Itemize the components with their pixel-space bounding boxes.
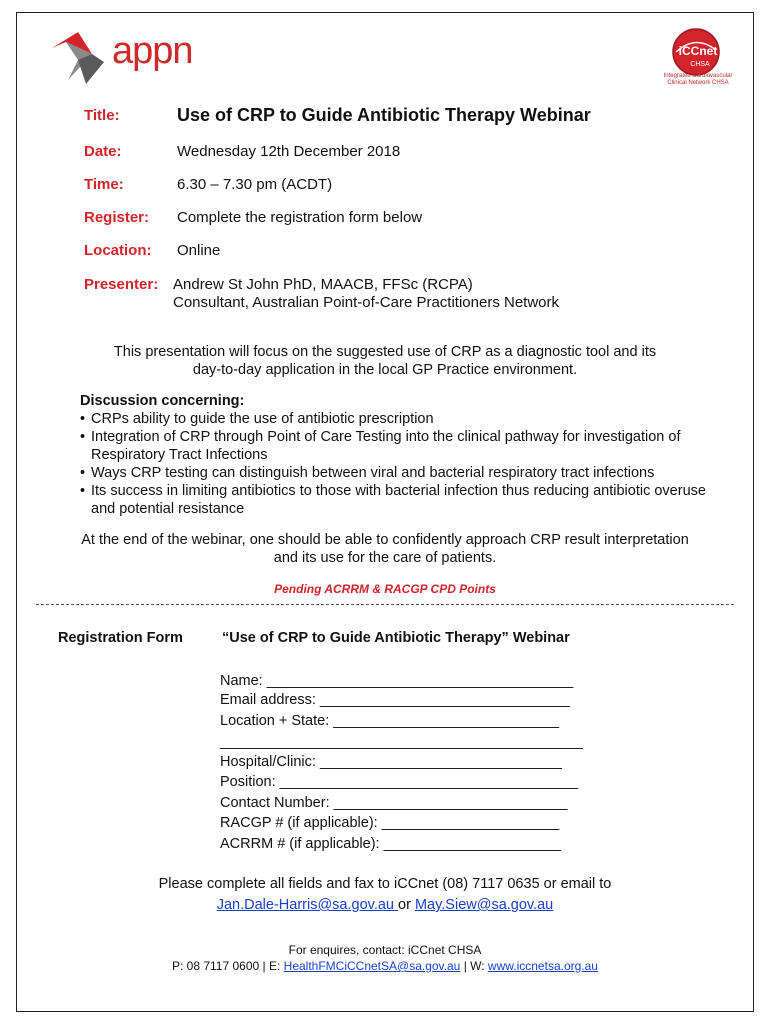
intro-paragraph [40,343,730,379]
discussion-heading: Discussion concerning: [80,393,245,409]
position-field[interactable]: Position: _____________________________________ [220,774,579,790]
closing-emails [0,895,770,916]
registration-form-heading: Registration Form [58,630,183,646]
iccnet-caption-line1: Integrated Cardiovascular [663,73,733,79]
footer-contact-line [0,958,770,974]
list-item: • Integration of CRP through Point of Care Testing into the clinical pathway for investigation of Respiratory Tract Infections [80,428,720,464]
presenter-role: Consultant, Australian Point-of-Care Practitioners Network [173,294,560,311]
discussion-section [80,392,720,518]
closing-instructions [0,874,770,916]
outcome-paragraph [40,531,730,567]
acrrm-number-field[interactable]: ACRRM # (if applicable): ______________________ [220,836,561,852]
time-label: Time: [84,176,124,193]
footer-web-prefix: | W: [460,959,488,973]
racgp-number-field[interactable]: RACGP # (if applicable): ______________________ [220,815,560,831]
time-value: 6.30 – 7.30 pm (ACDT) [177,176,333,193]
email-link-may[interactable]: May.Siew@sa.gov.au [414,897,554,913]
pending-cpd-points: Pending ACRRM & RACGP CPD Points [274,582,496,596]
list-item: • CRPs ability to guide the use of antibiotic prescription [80,410,720,428]
iccnet-logo-name: iCCnet [678,44,718,58]
footer-enquiries: For enquires, contact: iCCnet CHSA [288,943,482,957]
name-field[interactable]: Name: ______________________________________ [220,673,574,689]
location-state-field[interactable]: Location + State: ____________________________ [220,713,560,729]
hospital-clinic-field[interactable]: Hospital/Clinic: ______________________________ [220,754,562,770]
list-item: • Ways CRP testing can distinguish between viral and bacterial respiratory tract infections [80,464,720,482]
register-label: Register: [84,209,150,226]
registration-webinar-title: “Use of CRP to Guide Antibiotic Therapy” Webinar [222,630,570,646]
outcome-line2: and its use for the care of patients. [273,550,497,566]
outcome-line1: At the end of the webinar, one should be able to confidently approach CRP result interpretation [81,532,689,548]
footer-email-link[interactable]: HealthFMCiCCnetSA@sa.gov.au [283,959,461,973]
cut-line-divider [36,604,734,605]
title-label: Title: [84,107,120,124]
iccnet-logo-sub: CHSA [690,61,710,68]
email-link-jan[interactable]: Jan.Dale-Harris@sa.gov.au [216,897,399,913]
footer [0,942,770,974]
date-value: Wednesday 12th December 2018 [177,143,401,160]
list-item: • Its success in limiting antibiotics to those with bacterial infection thus reducing antibiotic overuse and potential resistance [80,482,720,518]
location-state-field-continued[interactable]: _____________________________________________ [220,734,583,750]
discussion-list [80,410,720,518]
email-field[interactable]: Email address: _______________________________ [220,692,570,708]
presenter-name: Andrew St John PhD, MAACB, FFSc (RCPA) [173,276,473,293]
footer-phone: P: 08 7117 0600 | E: [172,959,284,973]
iccnet-caption [658,73,738,87]
intro-line1: This presentation will focus on the suggested use of CRP as a diagnostic tool and its [113,344,657,360]
date-label: Date: [84,143,122,160]
location-label: Location: [84,242,152,259]
appn-logo-text: appn [112,30,193,72]
closing-or: or [398,897,411,913]
iccnet-logo-icon [660,26,732,98]
location-value: Online [177,242,221,259]
presenter-value [173,276,559,312]
presenter-label: Presenter: [84,276,159,293]
footer-website-link[interactable]: www.iccnetsa.org.au [487,959,598,973]
contact-number-field[interactable]: Contact Number: _____________________________ [220,795,568,811]
register-value: Complete the registration form below [177,209,423,226]
iccnet-caption-line2: Clinical Network CHSA [667,80,729,86]
intro-line2: day-to-day application in the local GP Practice environment. [192,362,578,378]
closing-line1: Please complete all fields and fax to iCCnet (08) 7117 0635 or email to [158,876,612,892]
event-title: Use of CRP to Guide Antibiotic Therapy Webinar [177,105,591,125]
